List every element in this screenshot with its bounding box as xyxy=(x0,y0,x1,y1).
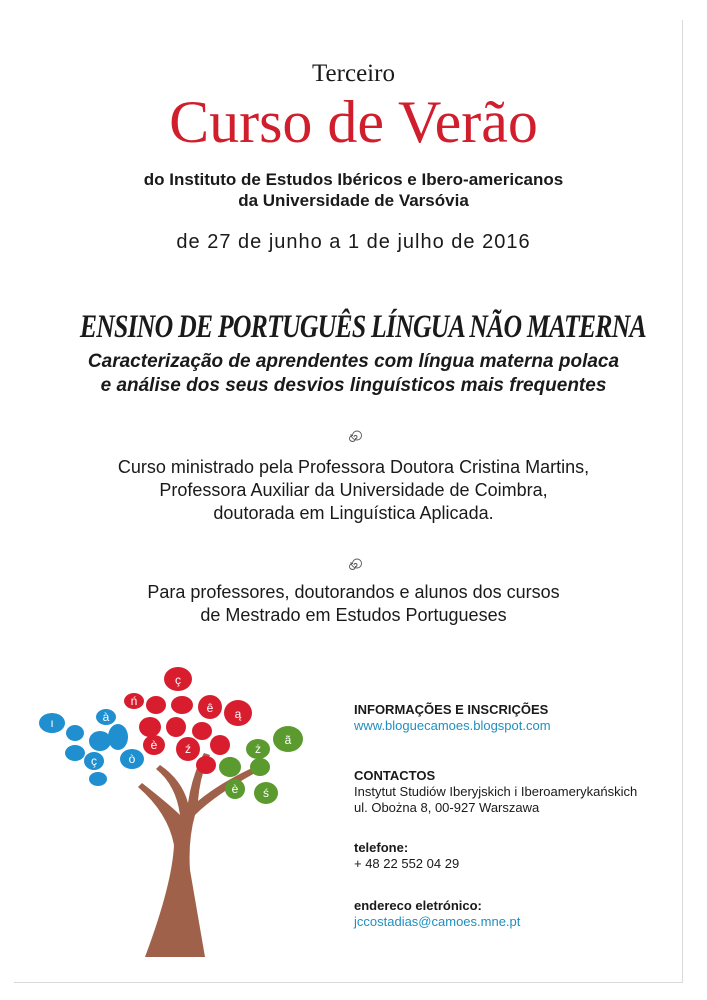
instructor-line-3: doutorada em Linguística Aplicada. xyxy=(213,503,494,523)
institute-block xyxy=(0,169,707,211)
contacts-heading: CONTACTOS xyxy=(354,768,436,783)
letter-tree-illustration xyxy=(30,655,330,970)
page-title: Curso de Verão xyxy=(169,89,538,155)
blue-leaf xyxy=(89,731,111,751)
registration-heading: INFORMAÇÕES E INSCRIÇÕES xyxy=(354,702,549,717)
instructor-line-2: Professora Auxiliar da Universidade de Coimbra, xyxy=(159,480,548,500)
spiral-ornament-icon xyxy=(0,428,707,451)
course-subtitle-line-1: Caracterização de aprendentes com língua materna polaca xyxy=(87,351,620,372)
audience-line-1: Para professores, doutorandos e alunos dos cursos xyxy=(147,582,560,602)
red-leaf xyxy=(196,756,216,774)
green-leaf xyxy=(250,758,270,776)
phone-heading: telefone: xyxy=(354,840,409,855)
blue-leaf xyxy=(66,725,84,741)
course-dates: de 27 de junho a 1 de julho de 2016 xyxy=(176,231,531,253)
course-subtitle-line-2: e análise dos seus desvios linguísticos mais frequentes xyxy=(100,375,607,396)
red-leaf xyxy=(192,722,212,740)
phone-number: + 48 22 552 04 29 xyxy=(354,856,460,871)
course-title-text: ENSINO DE PORTUGUÊS LÍNGUA NÃO MATERNA xyxy=(79,309,646,345)
course-subtitle xyxy=(0,350,707,398)
email-heading: endereco eletrónico: xyxy=(354,898,482,913)
leaf-letter: ż xyxy=(255,742,261,756)
green-leaf xyxy=(219,757,241,777)
audience-block xyxy=(0,581,707,627)
red-leaf xyxy=(139,717,161,737)
leaf-letter: ç xyxy=(175,673,181,687)
blue-leaf xyxy=(89,772,107,786)
leaf-letter: ç xyxy=(91,754,97,768)
leaf-letter: ê xyxy=(206,701,214,715)
leaf-letter: ò xyxy=(128,752,136,766)
red-leaf xyxy=(210,735,230,755)
leaf-letter: è xyxy=(231,782,239,796)
red-leaf xyxy=(171,696,193,714)
instructor-line-1: Curso ministrado pela Professora Doutora Cristina Martins, xyxy=(117,457,590,477)
blue-leaf xyxy=(65,745,85,761)
leaf-letter: ą xyxy=(234,707,242,721)
leaf-letter: ı xyxy=(50,716,54,730)
contacts-organization: Instytut Studiów Iberyjskich i Iberoamerykańskich xyxy=(354,784,638,799)
instructor-block xyxy=(0,456,707,525)
email-link[interactable]: jccostadias@camoes.mne.pt xyxy=(354,914,521,929)
edition-label: Terceiro xyxy=(312,60,395,87)
red-leaf xyxy=(146,696,166,714)
blue-leaf xyxy=(108,724,128,750)
institute-line-1: do Instituto de Estudos Ibéricos e Ibero-americanos xyxy=(143,170,564,189)
leaf-letter: ź xyxy=(185,742,191,756)
institute-line-2: da Universidade de Varsóvia xyxy=(238,191,469,210)
info-panel xyxy=(354,702,684,930)
course-title xyxy=(0,309,707,346)
leaf-letter: è xyxy=(150,738,158,752)
leaf-letter: ã xyxy=(284,733,292,747)
red-leaf xyxy=(166,717,186,737)
registration-link[interactable]: www.bloguecamoes.blogspot.com xyxy=(354,718,551,733)
contacts-address: ul. Obożna 8, 00-927 Warszawa xyxy=(354,800,540,815)
leaf-letter: à xyxy=(102,710,110,724)
spiral-ornament-icon xyxy=(0,556,707,579)
audience-line-2: de Mestrado em Estudos Portugueses xyxy=(200,605,507,625)
leaf-letter: ń xyxy=(130,694,138,708)
leaf-letter: ś xyxy=(263,786,269,800)
